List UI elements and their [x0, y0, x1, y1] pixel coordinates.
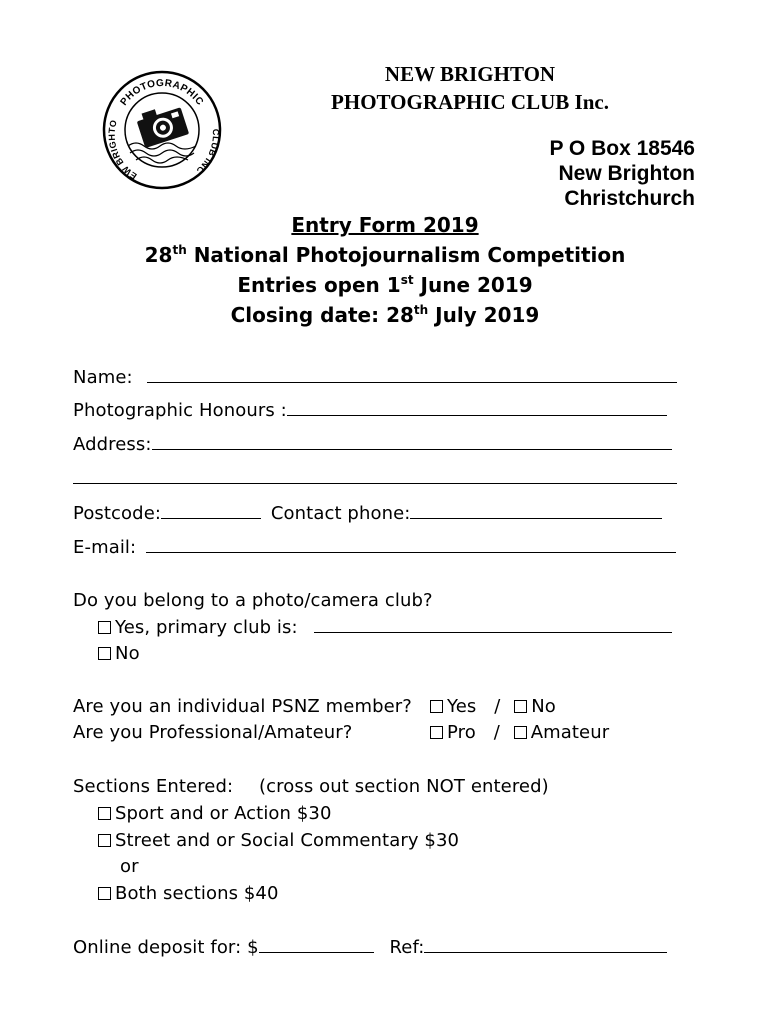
honours-field[interactable] [287, 399, 667, 416]
logo-waves [128, 143, 196, 163]
psnz-row [73, 694, 412, 720]
psnz-no-checkbox[interactable] [514, 700, 527, 713]
honours-row [73, 398, 667, 424]
sections-heading: Sections Entered: [73, 776, 234, 797]
pro-options [430, 720, 609, 746]
club-no-row [98, 641, 140, 667]
postcode-phone-row [73, 501, 662, 527]
name-row [73, 365, 677, 391]
email-label: E-mail: [73, 537, 137, 558]
club-yes-checkbox[interactable] [98, 621, 111, 634]
address-row-2 [73, 466, 677, 492]
address-field-line-2[interactable] [73, 467, 677, 484]
ref-label: Ref: [389, 937, 425, 958]
logo-ring-top-text: PHOTOGRAPHIC [118, 77, 206, 108]
org-name-line2: PHOTOGRAPHIC CLUB Inc. [331, 90, 609, 114]
competition-name: 28th National Photojournalism Competition [144, 243, 626, 267]
deposit-amount-field[interactable] [259, 936, 374, 953]
street-social-label: Street and or Social Commentary $30 [115, 830, 460, 851]
deposit-label: Online deposit for: $ [73, 937, 259, 958]
club-yes-row [98, 615, 672, 641]
address-line-1: P O Box 18546 [549, 137, 695, 160]
name-field[interactable] [147, 366, 677, 383]
org-name-line1: NEW BRIGHTON [384, 62, 556, 86]
pro-label: Pro [447, 722, 476, 743]
club-no-checkbox[interactable] [98, 647, 111, 660]
club-logo [100, 68, 225, 193]
pro-separator: / [493, 722, 500, 743]
name-label: Name: [73, 367, 133, 388]
closing-date: Closing date: 28th July 2019 [230, 303, 540, 327]
address-field[interactable] [152, 433, 672, 450]
sport-action-checkbox[interactable] [98, 807, 111, 820]
amateur-checkbox[interactable] [514, 726, 527, 739]
street-social-checkbox[interactable] [98, 834, 111, 847]
postal-address [549, 136, 695, 211]
honours-label: Photographic Honours : [73, 400, 287, 421]
club-no-label: No [115, 643, 140, 664]
sections-or: or [120, 856, 139, 877]
psnz-separator: / [494, 696, 501, 717]
sections-note: (cross out section NOT entered) [259, 776, 549, 797]
pro-row [73, 720, 352, 746]
svg-text:NEW BRIGHTON [100, 68, 139, 181]
ref-field[interactable] [424, 936, 667, 953]
address-row [73, 432, 672, 458]
payment-row [73, 935, 667, 961]
entries-open-date: Entries open 1st June 2019 [237, 273, 533, 297]
club-question: Do you belong to a photo/camera club? [73, 590, 433, 611]
psnz-no-label: No [531, 696, 556, 717]
form-title: Entry Form 2019 [291, 213, 479, 237]
org-name [270, 60, 670, 116]
both-sections-label: Both sections $40 [115, 883, 279, 904]
both-sections-checkbox[interactable] [98, 887, 111, 900]
section-option-3 [98, 881, 279, 907]
logo-ring-left-text: EW BRIGHTO [106, 118, 139, 182]
postcode-field[interactable] [161, 502, 261, 519]
form-title-block [0, 210, 770, 330]
address-label: Address: [73, 434, 152, 455]
contact-phone-field[interactable] [410, 502, 662, 519]
psnz-options [430, 694, 556, 720]
email-row [73, 535, 676, 561]
contact-phone-label: Contact phone: [270, 503, 411, 524]
section-option-2 [98, 828, 459, 854]
section-option-1 [98, 801, 332, 827]
sections-heading-row [73, 774, 549, 800]
email-field[interactable] [146, 536, 676, 553]
pro-checkbox[interactable] [430, 726, 443, 739]
address-line-3: Christchurch [564, 187, 695, 210]
amateur-label: Amateur [530, 722, 610, 743]
primary-club-field[interactable] [314, 616, 672, 633]
logo-ring-right-text: CLUB INC [194, 128, 222, 177]
club-yes-label: Yes, primary club is: [115, 617, 298, 638]
psnz-question: Are you an individual PSNZ member? [73, 696, 412, 717]
pro-question: Are you Professional/Amateur? [73, 722, 353, 743]
psnz-yes-label: Yes [447, 696, 477, 717]
camera-icon [135, 102, 189, 149]
postcode-label: Postcode: [73, 503, 162, 524]
address-line-2: New Brighton [558, 162, 695, 185]
psnz-yes-checkbox[interactable] [430, 700, 443, 713]
sport-action-label: Sport and or Action $30 [115, 803, 332, 824]
